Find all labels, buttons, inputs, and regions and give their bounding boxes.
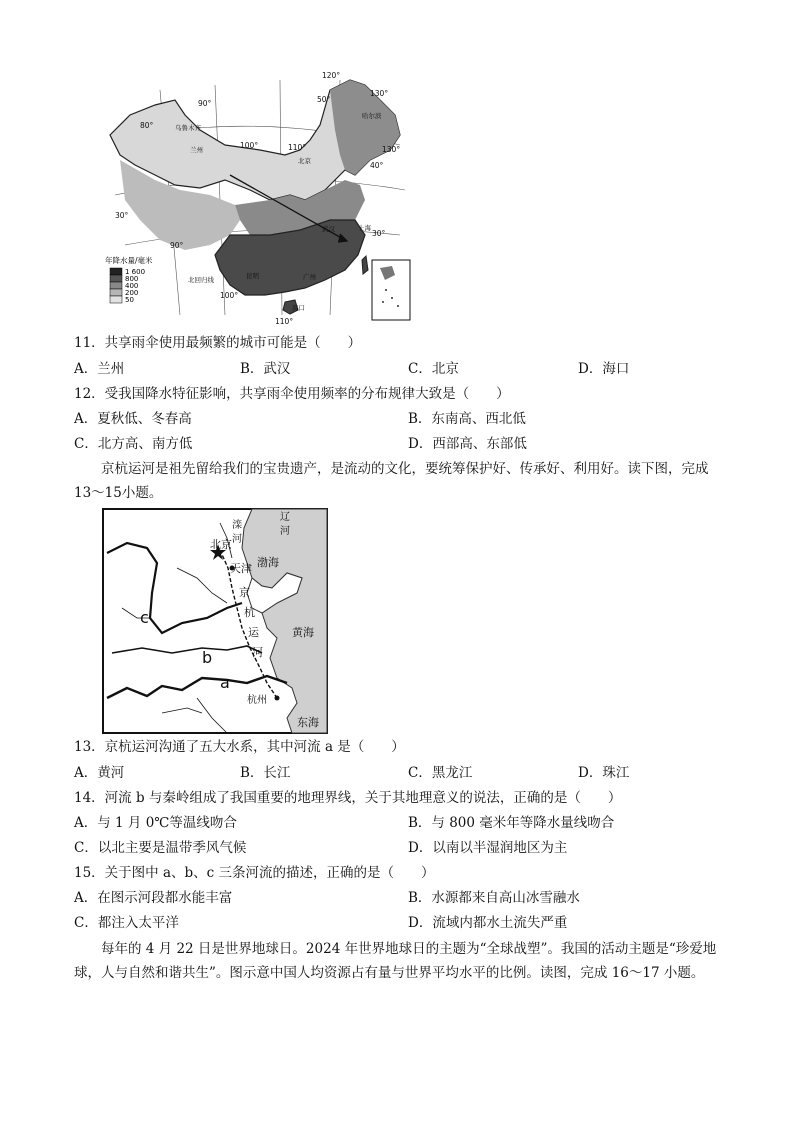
label-canal: 河 (252, 646, 263, 659)
passage-grand-canal: 京杭运河是祖先留给我们的宝贵遗产，是流动的文化，要统筹保护好、传承好、利用好。读下图，完成13～15小题。 (74, 461, 709, 501)
legend-value: 50 (125, 296, 134, 304)
lat-label: 50° (317, 95, 331, 104)
lon-label: 100° (220, 291, 239, 300)
q14-option-d[interactable]: D．以南以半湿润地区为主 (408, 840, 568, 856)
question-15: 15．关于图中 a、b、c 三条河流的描述，正确的是（ ） (74, 865, 435, 881)
label-canal: 杭 (244, 606, 255, 619)
question-11: 11．共享雨伞使用最频繁的城市可能是（ ） (74, 335, 362, 351)
q15-option-a[interactable]: A．在图示河段都水能丰富 (74, 890, 233, 906)
lon-label: 130° (382, 145, 401, 154)
label-bohai: 渤海 (257, 556, 279, 569)
legend-value: 800 (125, 275, 139, 283)
city-label: 武汉 (322, 225, 335, 233)
lat-label: 30° (115, 211, 129, 220)
passage-earth-day: 每年的 4 月 22 日是世界地球日。2024 年世界地球日的主题为“全球战塑”。我国的活动主题是“珍爱地球，人与自然和谐共生”。图示意中国人均资源占有量与世界平均水平的比例。读图，完成 16～17 小题。 (74, 941, 717, 981)
legend-title: 年降水量/毫米 (105, 256, 153, 265)
label-huanghai: 黄海 (292, 626, 314, 639)
q11-option-c[interactable]: C．北京 (408, 361, 459, 377)
city-label: 哈尔滨 (362, 112, 382, 120)
q11-option-d[interactable]: D．海口 (578, 361, 630, 377)
precipitation-map (100, 70, 420, 325)
q12-option-c[interactable]: C．北方高、南方低 (74, 436, 193, 452)
lon-label: 110° (288, 143, 307, 152)
q11-option-b[interactable]: B．武汉 (240, 361, 291, 377)
question-12: 12．受我国降水特征影响，共享雨伞使用频率的分布规律大致是（ ） (74, 386, 510, 402)
lon-label: 40° (370, 161, 384, 170)
q14-option-a[interactable]: A．与 1 月 0℃等温线吻合 (74, 815, 237, 831)
city-label: 海口 (292, 304, 305, 312)
question-14: 14．河流 b 与秦岭组成了我国重要的地理界线，关于其地理意义的说法，正确的是（ ） (74, 790, 622, 806)
q12-option-d[interactable]: D．西部高、东部低 (408, 436, 527, 452)
taiwan-island (362, 256, 368, 274)
city-label: 广州 (303, 273, 316, 281)
q12-option-a[interactable]: A．夏秋低、冬春高 (74, 411, 192, 427)
q13-option-b[interactable]: B．长江 (240, 765, 291, 781)
question-13: 13．京杭运河沟通了五大水系，其中河流 a 是（ ） (74, 739, 405, 755)
q15-option-b[interactable]: B．水源都来自高山冰雪融水 (408, 890, 580, 906)
lon-label: 80° (140, 121, 154, 130)
lon-label: 130° (370, 89, 389, 98)
label-hangzhou: 杭州 (247, 695, 267, 706)
label-beijing: 北京 (210, 538, 232, 551)
q13-option-c[interactable]: C．黑龙江 (408, 765, 473, 781)
label-canal: 运 (248, 626, 259, 639)
label-river-b: b (202, 648, 213, 667)
label-luan-river: 河 (232, 534, 242, 545)
legend-value: 400 (125, 282, 139, 290)
label-canal: 京 (239, 586, 250, 599)
label-liao-river: 河 (280, 526, 290, 537)
label-river-c: c (140, 608, 149, 627)
lon-label: 110° (275, 317, 294, 325)
label-luan-river: 滦 (232, 520, 242, 531)
q13-option-a[interactable]: A．黄河 (74, 765, 125, 781)
q15-option-d[interactable]: D．流域内都水土流失严重 (408, 915, 568, 931)
lon-label: 90° (170, 241, 184, 250)
legend-value: 1 600 (125, 268, 146, 276)
city-label: 昆明 (246, 272, 259, 280)
city-label: 兰州 (190, 146, 203, 154)
label-liao-river: 辽 (280, 512, 290, 523)
lon-label: 90° (198, 99, 212, 108)
label-tianjin: 天津 (230, 562, 252, 575)
q14-option-c[interactable]: C．以北主要是温带季风气候 (74, 840, 247, 856)
city-label: 上海 (358, 224, 371, 232)
q12-option-b[interactable]: B．东南高、西北低 (408, 411, 526, 427)
label-river-a: a (220, 673, 230, 692)
q14-option-b[interactable]: B．与 800 毫米年等降水量线吻合 (408, 815, 615, 831)
city-label: 北京 (298, 157, 311, 165)
q15-option-c[interactable]: C．都注入太平洋 (74, 915, 179, 931)
q13-option-d[interactable]: D．珠江 (578, 765, 630, 781)
city-label: 北回归线 (188, 276, 214, 284)
lon-label: 100° (240, 141, 259, 150)
label-donghai: 东海 (297, 716, 319, 729)
lon-label: 120° (322, 71, 341, 80)
city-label: 乌鲁木齐 (175, 124, 201, 132)
map-legend (105, 255, 153, 304)
lon-label: 30° (372, 229, 386, 238)
grand-canal-map (102, 508, 328, 734)
legend-value: 200 (125, 289, 139, 297)
q11-option-a[interactable]: A．兰州 (74, 361, 125, 377)
